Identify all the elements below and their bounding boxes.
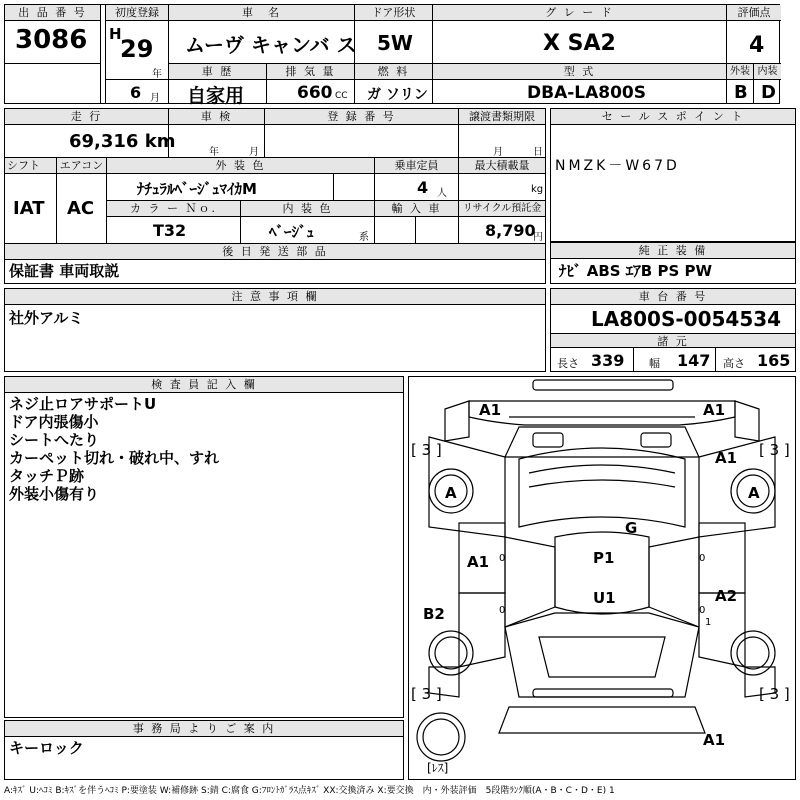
width-label: 幅: [649, 357, 660, 370]
recycle-fee: 8,790: [485, 221, 536, 240]
tire-rear-right: [ 3 ]: [759, 685, 790, 703]
damage-a-right-wheel: A: [748, 484, 760, 502]
displacement-unit: CC: [335, 91, 348, 101]
first-registration-cell: [105, 5, 169, 103]
seats-cell: [375, 157, 459, 200]
lot-number-cell: [5, 5, 101, 63]
divider: [106, 79, 168, 80]
displacement-label: 排 気 量: [267, 64, 354, 80]
grade-label: グ レ ー ド: [433, 5, 726, 21]
door-mark: 0: [699, 605, 706, 616]
inspection-month-unit: 月: [249, 147, 259, 158]
seats-unit: 人: [437, 188, 447, 199]
plate-label: 登 録 番 号: [265, 109, 458, 125]
office-section: [4, 720, 404, 780]
door-mark: 1: [705, 617, 712, 628]
lot-number-blank: [5, 63, 101, 103]
shift: IAT: [13, 198, 45, 219]
inspector-label: 検 査 員 記 入 欄: [5, 377, 403, 393]
chassis-label: 車 台 番 号: [551, 289, 795, 305]
seats: 4: [417, 178, 429, 197]
model-code: DBA-LA800S: [527, 83, 646, 103]
inspector-line: ネジ止ロアサポートU: [9, 395, 157, 413]
ext-color-cell: [107, 157, 375, 200]
damage-a-left-wheel: A: [445, 484, 457, 502]
score-cell: [727, 5, 781, 63]
lot-number: 3086: [15, 25, 88, 55]
int-color: ﾍﾞｰｼﾞｭ: [269, 223, 315, 241]
ext-color: ﾅﾁｭﾗﾙﾍﾞｰｼﾞｭﾏｲｶM: [137, 180, 257, 198]
plate-cell: [265, 109, 459, 157]
damage-p1-roof: P1: [593, 549, 615, 567]
details-section: [4, 108, 546, 284]
length-label: 長さ: [557, 357, 579, 370]
seats-label: 乗車定員: [375, 158, 458, 174]
history: 自家用: [187, 85, 245, 107]
damage-b2-left-quarter: B2: [423, 605, 445, 623]
inspector-line: カーペット切れ・破れ中、すれ: [9, 449, 220, 467]
displacement: 660: [297, 83, 333, 103]
recycle-label: リサイクル預託金: [459, 201, 545, 217]
recycle-cell: [459, 200, 545, 243]
car-diagram-drawing: [409, 377, 795, 779]
door-mark: 0: [499, 605, 506, 616]
car-name: ムーヴ キャンバ ス: [185, 33, 357, 57]
import-cell: [375, 200, 459, 243]
fuel-label: 燃 料: [355, 64, 432, 80]
inspection-year-unit: 年: [209, 147, 219, 158]
damage-a2-right-door: A2: [715, 587, 738, 605]
fuel: ガ ソリン: [367, 87, 428, 103]
interior-label: 内装: [754, 64, 781, 80]
tire-rear-left: [ 3 ]: [411, 685, 442, 703]
int-color-unit: 系: [359, 232, 369, 243]
displacement-cell: [267, 63, 355, 103]
width: 147: [677, 351, 711, 370]
history-label: 車 歴: [169, 64, 266, 80]
int-color-label: 内 装 色: [241, 201, 374, 217]
damage-a1-left-door: A1: [467, 553, 490, 571]
door-mark: 0: [699, 553, 706, 564]
divider: [333, 174, 334, 200]
interior-cell: [754, 63, 781, 103]
load-unit: kg: [531, 184, 544, 195]
score: 4: [749, 33, 765, 58]
inspector-line: シートへたり: [9, 431, 100, 449]
damage-legend: A:ｷｽﾞ U:ﾍｺﾐ B:ｷｽﾞを伴うﾍｺﾐ P:要塗装 W:補修跡 S:錆 C:腐食 G:ﾌﾛﾝﾄｶﾞﾗｽ点ｷｽﾞ XX:交換済み X:要交換 内・外装評価 5段階ﾗﾝｸ順(A・B・C・D・E) 1: [4, 786, 615, 796]
era: H: [109, 25, 122, 43]
ac: AC: [67, 198, 95, 219]
car-name-cell: [169, 5, 355, 63]
inspector-section: [4, 376, 404, 718]
mileage-cell: [5, 109, 176, 157]
equipment-section: [550, 242, 796, 284]
damage-u1-roof: U1: [593, 589, 616, 607]
transfer-month-unit: 月: [493, 147, 503, 158]
selling-point-label: セ ー ル ス ポ イ ン ト: [551, 109, 795, 125]
int-color-cell: [241, 200, 375, 243]
transfer-day-unit: 日: [533, 147, 543, 158]
dims-label: 諸 元: [551, 333, 795, 348]
exterior-grade: B: [734, 82, 748, 103]
grade: X SA2: [543, 31, 616, 56]
tire-front-left: [ 3 ]: [411, 441, 442, 459]
length: 339: [591, 351, 625, 370]
score-label: 評価点: [727, 5, 781, 21]
shift-label: シフト: [5, 158, 56, 174]
transfer-cell: [459, 109, 545, 157]
chassis-number: LA800S-0054534: [591, 307, 782, 331]
office-note: キーロック: [9, 739, 84, 757]
ac-label: エアコン: [57, 158, 106, 174]
fuel-cell: [355, 63, 433, 103]
damage-a1-front-left: A1: [479, 401, 502, 419]
delivery-cell: [5, 243, 545, 283]
inspector-line: ドア内張傷小: [9, 413, 99, 431]
inspection-cell: [169, 109, 265, 157]
load-label: 最大積載量: [459, 158, 545, 174]
grade-cell: [433, 5, 727, 63]
exterior-label: 外装: [727, 64, 753, 80]
door-cell: [355, 5, 433, 63]
delivery-parts: 保証書 車両取説: [9, 262, 120, 280]
import-label: 輸 入 車: [375, 201, 458, 217]
model-label: 型 式: [433, 64, 726, 80]
ac-cell: [57, 157, 107, 243]
color-no: T32: [153, 221, 187, 240]
recycle-unit: 円: [533, 232, 543, 243]
car-diagram: [408, 376, 796, 780]
selling-point: NMZK－W67D: [555, 158, 680, 174]
door-type: 5W: [377, 31, 413, 55]
color-no-label: カ ラ ー Ｎｏ.: [107, 201, 240, 217]
divider: [415, 217, 416, 243]
door-mark: 0: [499, 553, 506, 564]
selling-point-section: [550, 108, 796, 242]
divider: [633, 348, 634, 371]
year-unit: 年: [152, 69, 162, 80]
inspector-line: 外装小傷有り: [9, 485, 100, 503]
shift-cell: [5, 157, 57, 243]
mileage-label: 走 行: [5, 109, 168, 125]
inspection-label: 車 検: [169, 109, 264, 125]
delivery-label: 後 日 発 送 部 品: [5, 244, 545, 260]
registration-month: 6: [130, 83, 142, 102]
height-label: 高さ: [723, 357, 745, 370]
chassis-section: [550, 288, 796, 372]
first-registration-label: 初度登録: [106, 5, 168, 21]
ext-color-label: 外 装 色: [107, 158, 374, 174]
load-cell: [459, 157, 545, 200]
notes-section: [4, 288, 546, 372]
registration-year: 29: [120, 35, 154, 63]
damage-a1-front-right: A1: [703, 401, 726, 419]
lot-number-label: 出 品 番 号: [5, 5, 100, 21]
damage-g-windshield: G: [625, 519, 638, 537]
interior-grade: D: [761, 82, 776, 103]
equipment: ﾅﾋﾞ ABS ｴｱB PS PW: [559, 262, 713, 280]
color-no-cell: [107, 200, 241, 243]
equipment-label: 純 正 装 備: [551, 243, 795, 259]
office-label: 事 務 局 よ り ご 案 内: [5, 721, 403, 737]
spare-tire-mark: [ﾚｽ]: [427, 761, 449, 775]
inspector-line: タッチＰ跡: [9, 467, 85, 485]
month-unit: 月: [150, 93, 160, 104]
car-name-label: 車 名: [169, 5, 354, 21]
model-cell: [433, 63, 727, 103]
divider: [715, 348, 716, 371]
door-label: ドア形状: [355, 5, 432, 21]
notes: 社外アルミ: [9, 309, 84, 327]
exterior-cell: [727, 63, 754, 103]
header-section: [4, 4, 780, 107]
damage-a1-rear: A1: [703, 731, 726, 749]
transfer-label: 譲渡書類期限: [459, 109, 545, 125]
height: 165: [757, 351, 791, 370]
inspector-notes: [9, 395, 219, 503]
tire-front-right: [ 3 ]: [759, 441, 790, 459]
notes-label: 注 意 事 項 欄: [5, 289, 545, 305]
mileage: 69,316 km: [69, 131, 176, 152]
history-cell: [169, 63, 267, 107]
damage-a1-right-fender: A1: [715, 449, 738, 467]
